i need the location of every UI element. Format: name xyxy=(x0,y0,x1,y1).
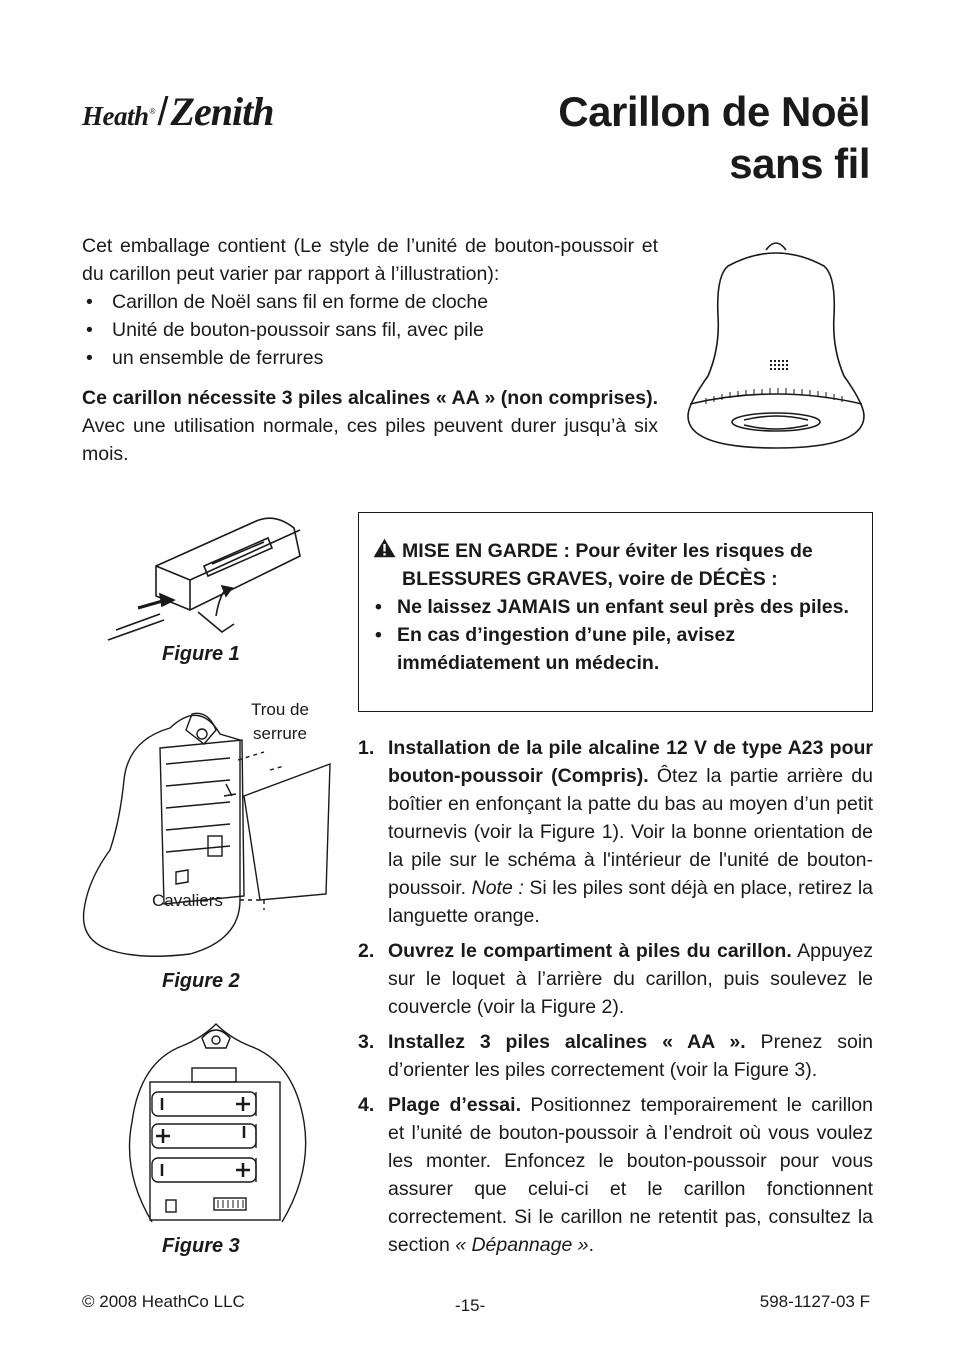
footer-part-number: 598-1127-03 F xyxy=(759,1292,870,1311)
warning-item: • Ne laissez JAMAIS un enfant seul près des piles. xyxy=(373,593,858,621)
step-item xyxy=(358,734,873,930)
contents-list xyxy=(82,288,658,372)
battery-requirement-bold: Ce carillon nécessite 3 piles alcalines « AA » (non comprises). xyxy=(82,387,658,409)
step-section-reference: « Dépannage » xyxy=(455,1234,589,1256)
package-contents xyxy=(82,232,658,468)
brand-registered-mark: ® xyxy=(149,107,156,116)
figure-3-battery-orientation-illustration xyxy=(122,1022,312,1224)
step-note-text: Si les piles sont déjà en place, retirez la languette orange. xyxy=(388,877,873,927)
step-heading: Installation de la pile alcaline 12 V de type A23 pour bouton-poussoir (Compris). xyxy=(388,737,873,787)
step-heading: Ouvrez le compartiment à piles du carillon. xyxy=(388,940,792,962)
battery-requirement xyxy=(82,384,658,468)
warning-heading-row xyxy=(373,537,858,593)
step-item xyxy=(358,1091,873,1259)
step-text: Positionnez temporairement le carillon et l’unité de bouton-poussoir à l’endroit où vous voulez les monter. Enfoncez le bouton-poussoir pour vous assurer que celui-ci et le carillon fonctionnent correctement. Si le carillon ne retentit pas, consultez la section xyxy=(388,1094,873,1256)
step-number: 1. xyxy=(358,737,375,759)
jumpers-label: Cavaliers xyxy=(152,891,223,910)
step-heading: Plage d’essai. xyxy=(388,1094,521,1116)
brand-heath: Heath xyxy=(82,101,149,131)
installation-steps xyxy=(358,734,873,1266)
warning-item: • En cas d’ingestion d’une pile, avisez immédiatement un médecin. xyxy=(373,621,858,677)
warning-triangle-icon xyxy=(373,531,396,565)
contents-item: • Unité de bouton-poussoir sans fil, avec pile xyxy=(82,316,658,344)
keyhole-label-line-2: serrure xyxy=(253,724,307,743)
contents-intro: Cet emballage contient (Le style de l’unité de bouton-poussoir et du carillon peut varier par rapport à l’illustration): xyxy=(82,235,658,285)
warning-heading: MISE EN GARDE : Pour éviter les risques de BLESSURES GRAVES, voire de DÉCÈS : xyxy=(402,540,813,590)
brand-zenith: Zenith xyxy=(170,89,274,134)
footer-page-number: -15- xyxy=(455,1296,486,1315)
step-item xyxy=(358,1028,873,1084)
contents-item: • un ensemble de ferrures xyxy=(82,344,658,372)
bell-chime-illustration xyxy=(684,236,868,452)
footer-copyright: © 2008 HeathCo LLC xyxy=(82,1292,245,1311)
step-note-label: Note : xyxy=(471,877,524,899)
step-number: 4. xyxy=(358,1094,375,1116)
warning-list xyxy=(373,593,858,677)
brand-logo xyxy=(82,86,274,134)
step-heading: Installez 3 piles alcalines « AA ». xyxy=(388,1031,746,1053)
keyhole-label-line-1: Trou de xyxy=(251,700,309,719)
step-item xyxy=(358,937,873,1021)
figure-1-caption: Figure 1 xyxy=(162,643,240,665)
page-title xyxy=(558,86,870,190)
step-number: 3. xyxy=(358,1031,375,1053)
battery-requirement-text: Avec une utilisation normale, ces piles peuvent durer jusqu’à six mois. xyxy=(82,415,658,465)
page-title-line-1: Carillon de Noël xyxy=(558,88,870,135)
contents-item: • Carillon de Noël sans fil en forme de cloche xyxy=(82,288,658,316)
figure-2-caption: Figure 2 xyxy=(162,970,240,992)
brand-slash: / xyxy=(157,90,169,134)
step-text: Ôtez la partie arrière du boîtier en enfonçant la patte du bas au moyen d’un petit tournevis (voir la Figure 1). Voir la bonne orientation de la pile sur le schéma à l'intérieur de l'unité de bouton-poussoir. xyxy=(388,765,873,899)
step-text: Prenez soin d’orienter les piles correctement (voir la Figure 3). xyxy=(388,1031,873,1081)
step-end: . xyxy=(588,1234,594,1256)
step-number: 2. xyxy=(358,940,375,962)
warning-box xyxy=(358,512,873,712)
step-text: Appuyez sur le loquet à l’arrière du carillon, puis soulevez le couvercle (voir la Figure 2). xyxy=(388,940,873,1018)
figure-3-caption: Figure 3 xyxy=(162,1235,240,1257)
figure-2-battery-compartment-illustration xyxy=(80,700,350,960)
figure-1-push-button-illustration xyxy=(104,508,308,644)
keyhole-label xyxy=(251,698,309,746)
page-title-line-2: sans fil xyxy=(729,140,870,187)
